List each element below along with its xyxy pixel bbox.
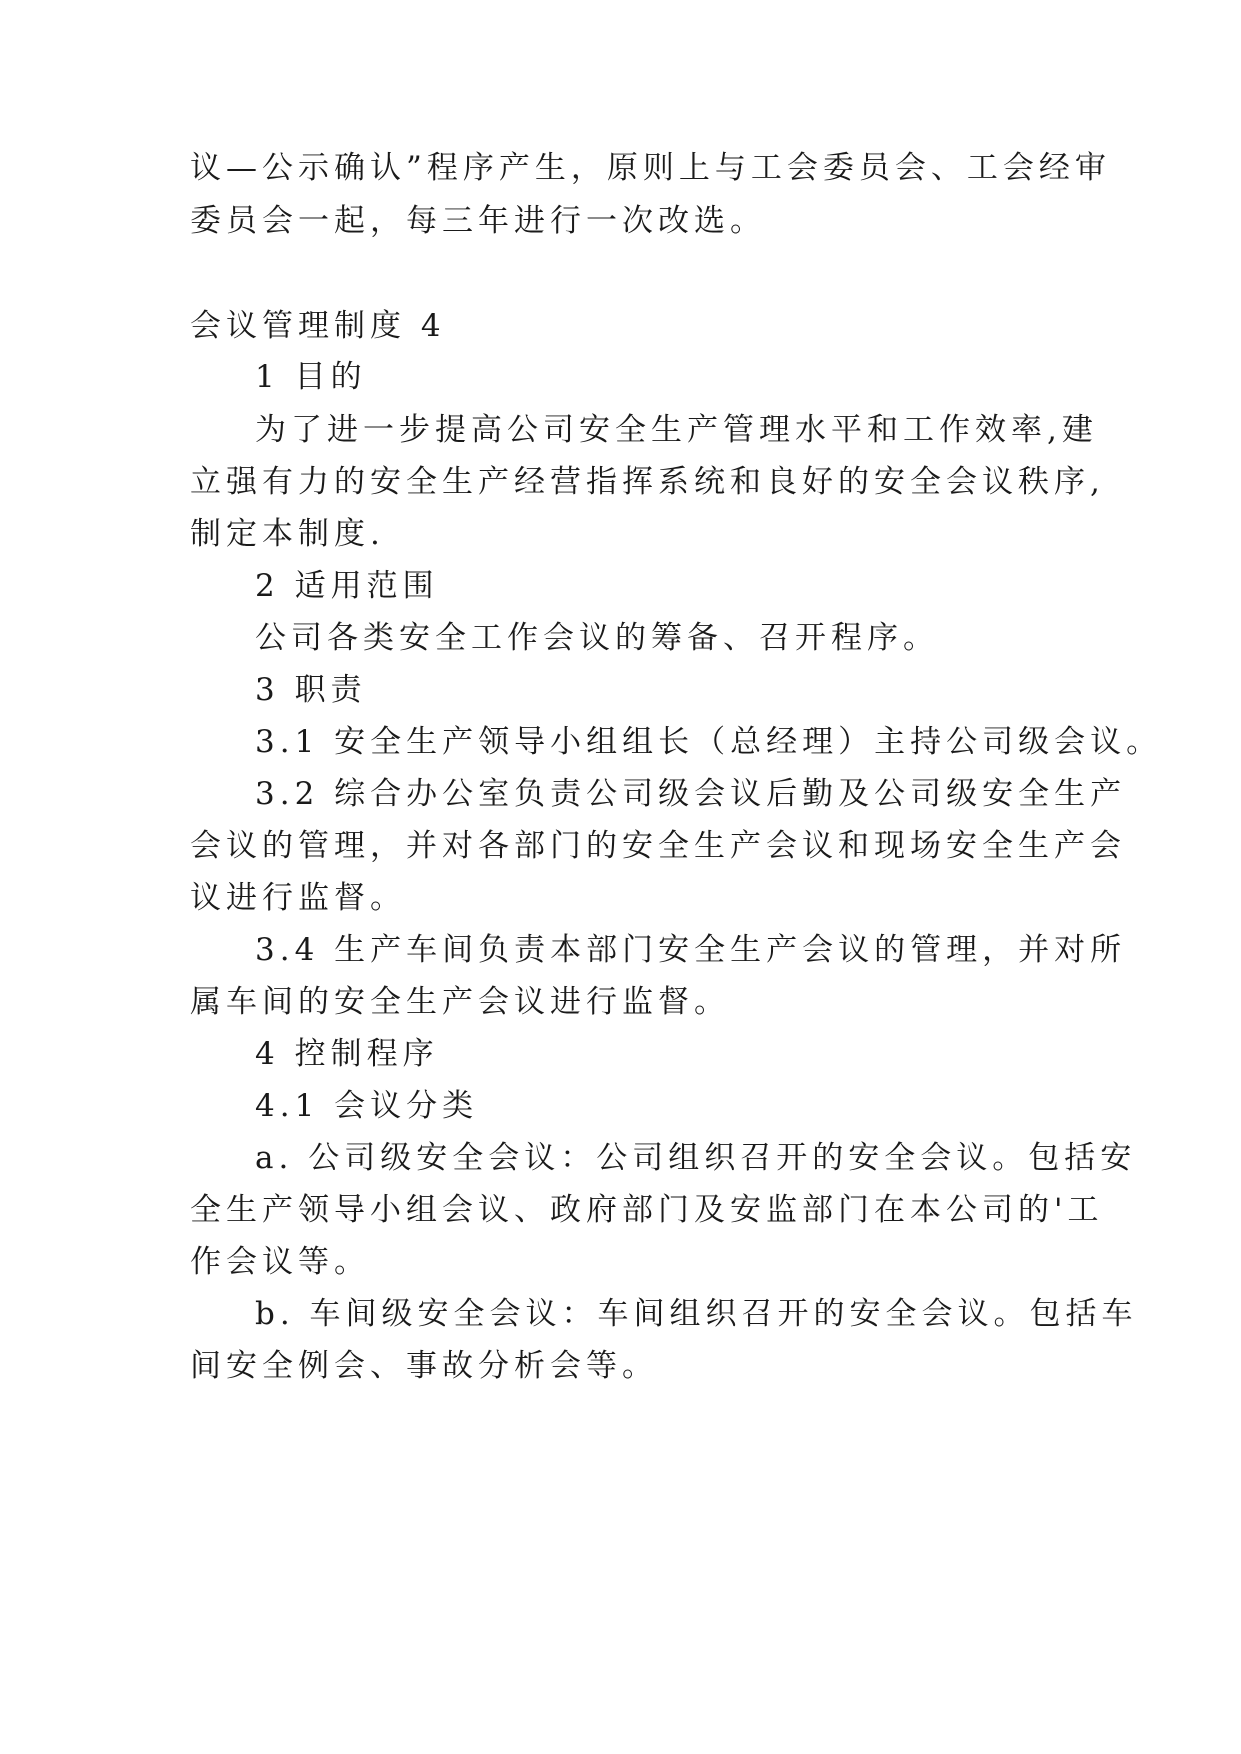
text-line: 3.1 安全生产领导小组组长（总经理）主持公司级会议。 (255, 724, 1163, 760)
text-line: 3.2 综合办公室负责公司级会议后勤及公司级安全生产 (255, 776, 1127, 812)
text-line: 议—公示确认”程序产生，原则上与工会委员会、工会经审 (190, 150, 1111, 186)
heading-classification: 4.1 会议分类 (255, 1088, 479, 1124)
text-line: a. 公司级安全会议：公司组织召开的安全会议。包括安 (255, 1140, 1137, 1176)
section-title: 会议管理制度 4 (190, 308, 446, 344)
text-line: b. 车间级安全会议：车间组织召开的安全会议。包括车 (255, 1296, 1138, 1332)
heading-scope: 2 适用范围 (255, 568, 439, 604)
text-line: 委员会一起，每三年进行一次改选。 (190, 203, 766, 239)
text-line: 议进行监督。 (190, 880, 406, 916)
text-line: 公司各类安全工作会议的筹备、召开程序。 (255, 620, 939, 656)
text-line: 属车间的安全生产会议进行监督。 (190, 984, 730, 1020)
text-line: 为了进一步提高公司安全生产管理水平和工作效率,建 (255, 412, 1098, 448)
text-line: 全生产领导小组会议、政府部门及安监部门在本公司的'工 (190, 1192, 1104, 1228)
text-line: 3.4 生产车间负责本部门安全生产会议的管理，并对所 (255, 932, 1127, 968)
heading-procedure: 4 控制程序 (255, 1036, 439, 1072)
text-line: 间安全例会、事故分析会等。 (190, 1348, 658, 1384)
text-line: 制定本制度. (190, 516, 385, 552)
heading-duties: 3 职责 (255, 672, 367, 708)
text-line: 作会议等。 (190, 1244, 370, 1280)
heading-purpose: 1 目的 (255, 359, 367, 395)
text-line: 会议的管理，并对各部门的安全生产会议和现场安全生产会 (190, 828, 1126, 864)
text-line: 立强有力的安全生产经营指挥系统和良好的安全会议秩序, (190, 464, 1105, 500)
